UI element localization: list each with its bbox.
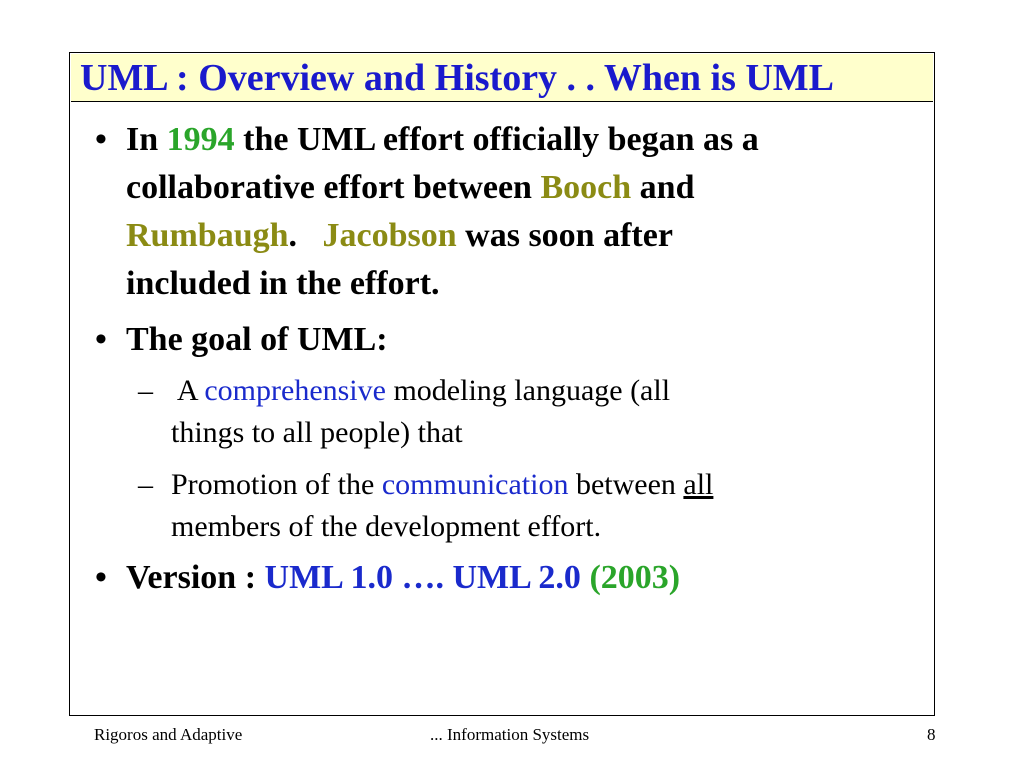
sub2-keyword: communication — [381, 468, 569, 501]
bullet1-text-e: . — [288, 217, 323, 254]
bullet-uml-origin — [95, 116, 925, 308]
bullet1-name-booch: Booch — [540, 169, 632, 206]
bullet1-text-f: was soon after — [456, 217, 673, 254]
slide-title: UML : Overview and History . . When is UML — [80, 57, 835, 99]
bullet3-label: Version : — [126, 559, 265, 596]
sub-bullet-comprehensive — [95, 370, 925, 454]
bullet1-text-a: In — [126, 121, 167, 158]
sub2-underlined-all: all — [683, 468, 714, 501]
sub2-text-a: Promotion of the — [171, 468, 382, 501]
sub1-text-c: things to all people) that — [171, 416, 463, 449]
page-number: 8 — [927, 725, 936, 744]
bullet1-text-b: the UML effort officially began as a — [234, 121, 759, 158]
sub1-text-b: modeling language (all — [385, 374, 671, 407]
bullet3-versions: UML 1.0 …. UML 2.0 — [264, 559, 581, 596]
sub-bullet-communication — [95, 464, 925, 548]
bullet1-year: 1994 — [166, 121, 235, 158]
footer-left: Rigoros and Adaptive — [94, 725, 243, 744]
bullet1-text-c: collaborative effort between — [126, 169, 541, 206]
sub2-text-c: members of the development effort. — [171, 510, 602, 543]
bullet1-text-g: included in the effort. — [126, 265, 440, 302]
sub1-keyword: comprehensive — [204, 374, 386, 407]
sub1-text-a: A — [171, 374, 205, 407]
bullet2-text: The goal of UML: — [126, 321, 388, 358]
bullet1-name-jacobson: Jacobson — [322, 217, 457, 254]
bullet1-name-rumbaugh: Rumbaugh — [126, 217, 289, 254]
footer-center: ... Information Systems — [430, 725, 590, 744]
slide-content — [95, 112, 925, 602]
bullet-version — [95, 554, 925, 602]
bullet3-year: (2003) — [589, 559, 681, 596]
sub2-text-b: between — [568, 468, 684, 501]
bullet-uml-goal — [95, 316, 925, 364]
title-bar — [71, 54, 933, 102]
bullet1-text-d: and — [631, 169, 695, 206]
